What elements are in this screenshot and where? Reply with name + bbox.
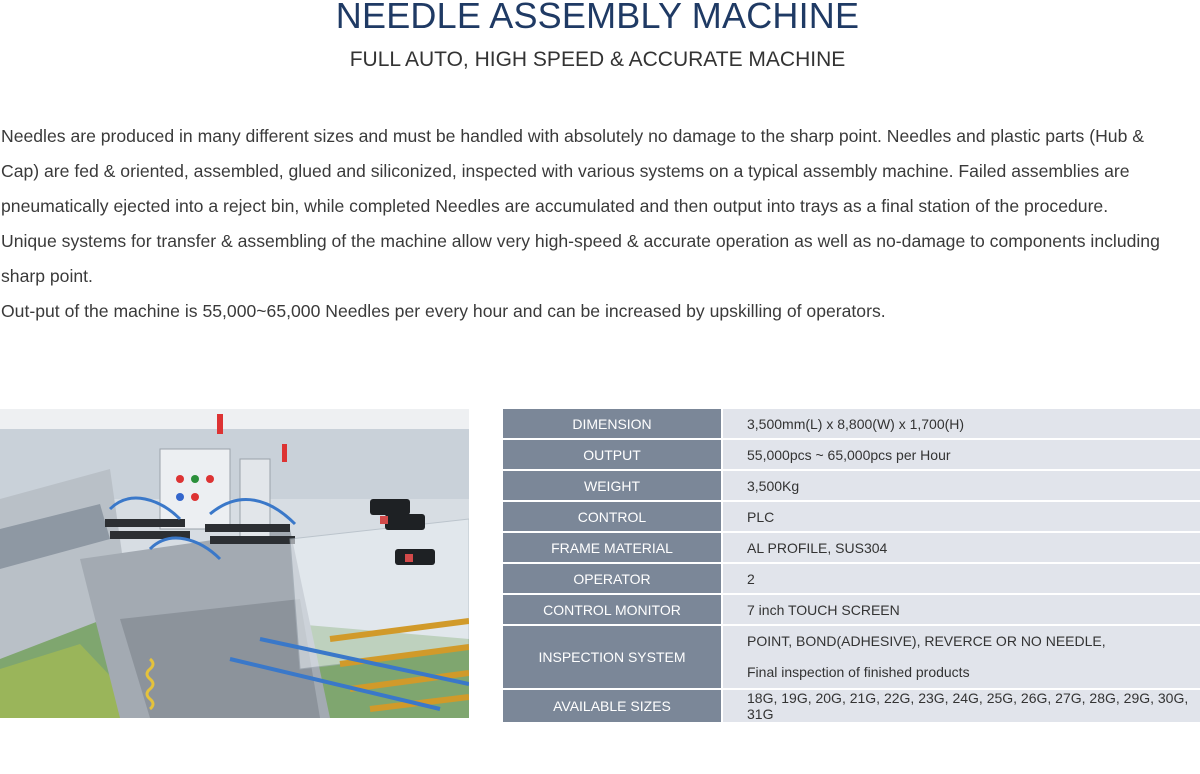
spec-label: OUTPUT xyxy=(503,439,722,470)
spec-row xyxy=(503,409,1200,439)
spec-table xyxy=(503,409,1200,722)
spec-row xyxy=(503,594,1200,625)
spec-row xyxy=(503,563,1200,594)
machine-photo-illustration xyxy=(0,409,469,718)
spec-label: DIMENSION xyxy=(503,409,722,439)
spec-label: OPERATOR xyxy=(503,563,722,594)
description-line: Unique systems for transfer & assembling of the machine allow very high-speed & accurate operation as well as no-damage to components including xyxy=(1,231,1160,251)
spec-label: INSPECTION SYSTEM xyxy=(503,625,722,689)
spec-value: 3,500mm(L) x 8,800(W) x 1,700(H) xyxy=(722,409,1200,439)
spec-value: 3,500Kg xyxy=(722,470,1200,501)
spec-value: 18G, 19G, 20G, 21G, 22G, 23G, 24G, 25G, 26G, 27G, 28G, 29G, 30G, 31G xyxy=(722,689,1200,722)
spec-value: 7 inch TOUCH SCREEN xyxy=(722,594,1200,625)
spec-row xyxy=(503,532,1200,563)
spec-value: 55,000pcs ~ 65,000pcs per Hour xyxy=(722,439,1200,470)
description xyxy=(1,119,1200,329)
spec-value xyxy=(722,625,1200,689)
description-line: Cap) are fed & oriented, assembled, glued and siliconized, inspected with various systems on a typical assembly machine. Failed assemblies are xyxy=(1,161,1130,181)
spec-row xyxy=(503,501,1200,532)
spec-value: AL PROFILE, SUS304 xyxy=(722,532,1200,563)
description-line: Out-put of the machine is 55,000~65,000 Needles per every hour and can be increased by upskilling of operators. xyxy=(1,301,886,321)
description-line: pneumatically ejected into a reject bin, while completed Needles are accumulated and then output into trays as a final station of the procedure. xyxy=(1,196,1109,216)
spec-label: CONTROL MONITOR xyxy=(503,594,722,625)
page-subtitle: FULL AUTO, HIGH SPEED & ACCURATE MACHINE xyxy=(349,48,846,71)
spec-label: FRAME MATERIAL xyxy=(503,532,722,563)
spec-label: WEIGHT xyxy=(503,470,722,501)
description-line: sharp point. xyxy=(1,266,93,286)
spec-row xyxy=(503,625,1200,689)
page-title: NEEDLE ASSEMBLY MACHINE xyxy=(335,0,860,36)
machine-photo xyxy=(0,409,469,718)
spec-value: PLC xyxy=(722,501,1200,532)
spec-value-line: Final inspection of finished products xyxy=(747,664,970,680)
spec-value-line: POINT, BOND(ADHESIVE), REVERCE OR NO NEEDLE, xyxy=(747,633,1106,649)
spec-row xyxy=(503,470,1200,501)
spec-row xyxy=(503,689,1200,722)
spec-label: AVAILABLE SIZES xyxy=(503,689,722,722)
description-line: Needles are produced in many different sizes and must be handled with absolutely no damage to the sharp point. Needles and plastic parts (Hub & xyxy=(1,126,1144,146)
spec-label: CONTROL xyxy=(503,501,722,532)
spec-value: 2 xyxy=(722,563,1200,594)
spec-row xyxy=(503,439,1200,470)
